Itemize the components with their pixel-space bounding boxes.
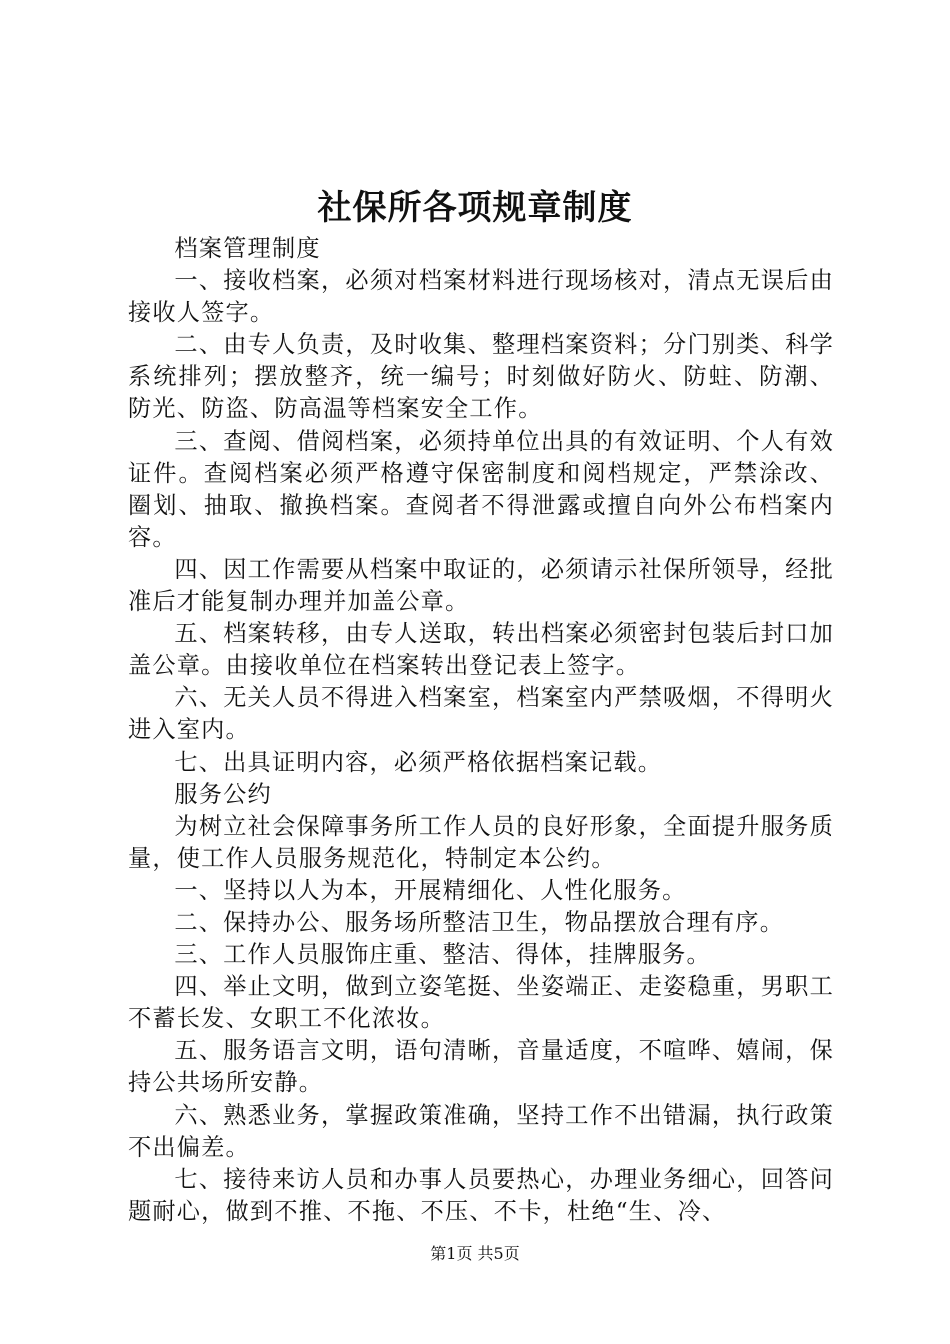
paragraph: 二、由专人负责，及时收集、整理档案资料；分门别类、科学系统排列；摆放整齐，统一编号；时刻做好防火、防蛀、防潮、防光、防盗、防高温等档案安全工作。 xyxy=(128,331,834,423)
page-title: 社保所各项规章制度 xyxy=(317,188,633,228)
paragraph: 四、因工作需要从档案中取证的，必须请示社保所领导，经批准后才能复制办理并加盖公章。 xyxy=(128,555,834,616)
section-heading: 服务公约 xyxy=(174,780,272,808)
paragraph: 六、熟悉业务，掌握政策准确，坚持工作不出错漏，执行政策不出偏差。 xyxy=(128,1101,834,1161)
paragraph: 七、出具证明内容，必须严格依据档案记载。 xyxy=(174,748,663,776)
paragraph: 六、无关人员不得进入档案室，档案室内严禁吸烟，不得明火进入室内。 xyxy=(128,684,834,744)
paragraph: 三、工作人员服饰庄重、整洁、得体，挂牌服务。 xyxy=(174,941,711,969)
document-body xyxy=(128,233,834,1228)
paragraph: 四、举止文明，做到立姿笔挺、坐姿端正、走姿稳重，男职工不蓄长发、女职工不化浓妆。 xyxy=(128,973,834,1033)
paragraph: 一、接收档案，必须对档案材料进行现场核对，清点无误后由接收人签字。 xyxy=(128,267,834,327)
section-heading: 档案管理制度 xyxy=(174,235,321,262)
paragraph: 一、坚持以人为本，开展精细化、人性化服务。 xyxy=(174,876,687,904)
paragraph: 为树立社会保障事务所工作人员的良好形象，全面提升服务质量，使工作人员服务规范化，特制定本公约。 xyxy=(128,812,834,872)
paragraph: 七、接待来访人员和办事人员要热心，办理业务细心，回答问题耐心，做到不推、不拖、不压、不卡，杜绝“生、冷、 xyxy=(128,1165,834,1225)
paragraph: 五、档案转移，由专人送取，转出档案必须密封包装后封口加盖公章。由接收单位在档案转出登记表上签字。 xyxy=(128,620,834,680)
paragraph: 三、查阅、借阅档案，必须持单位出具的有效证明、个人有效证件。查阅档案必须严格遵守保密制度和阅档规定，严禁涂改、圈划、抽取、撤换档案。查阅者不得泄露或擅自向外公布档案内容。 xyxy=(128,427,834,551)
page-number-footer: 第1页 共5页 xyxy=(430,1244,520,1263)
paragraph: 二、保持办公、服务场所整洁卫生，物品摆放合理有序。 xyxy=(174,908,785,936)
paragraph: 五、服务语言文明，语句清晰，音量适度，不喧哗、嬉闹，保持公共场所安静。 xyxy=(128,1037,834,1097)
